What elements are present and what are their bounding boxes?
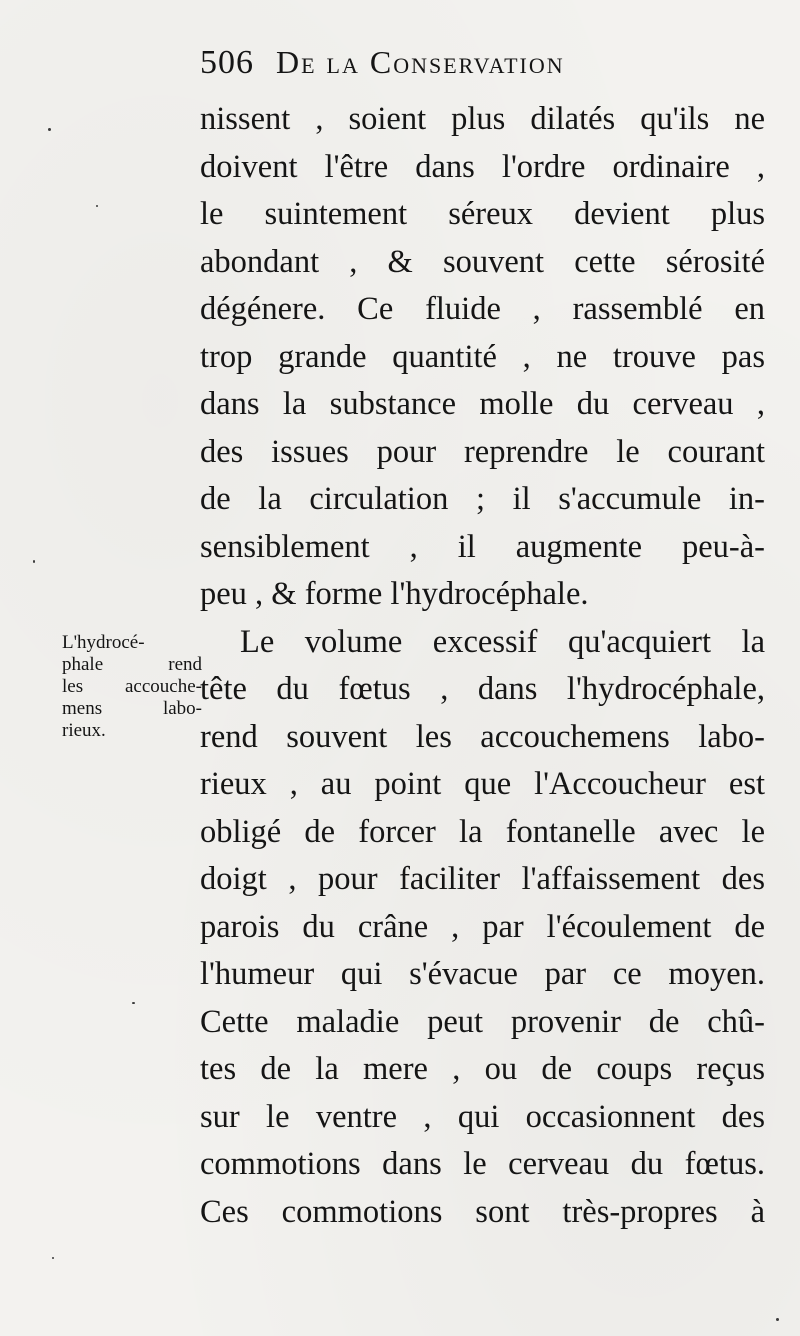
text-line: parois du crâne , par l'écoulement de [200, 908, 765, 945]
paper-speck [33, 560, 35, 563]
text-line: nissent , soient plus dilatés qu'ils ne [200, 101, 765, 137]
paper-speck [48, 128, 51, 131]
text-line: dégénere. Ce fluide , rassemblé en [200, 291, 765, 327]
text-line: doivent l'être dans l'ordre ordinaire , [200, 148, 765, 185]
page-number: 506 [200, 44, 254, 81]
text-line: l'humeur qui s'évacue par ce moyen. [200, 956, 765, 992]
text-line: trop grande quantité , ne trouve pas [200, 338, 765, 375]
text-line: rieux , au point que l'Accoucheur est [200, 766, 765, 802]
paper-speck [132, 1002, 135, 1004]
text-line-paragraph-end: peu , & forme l'hydrocéphale. [200, 576, 589, 612]
paper-speck [776, 1318, 779, 1321]
text-line: rend souvent les accouchemens labo- [200, 718, 765, 755]
marginal-note-line: L'hydrocé- [62, 632, 145, 653]
paper-speck [52, 1257, 54, 1259]
text-line: le suintement séreux devient plus [200, 196, 765, 232]
marginal-note-line: les accouche- [62, 676, 202, 697]
text-line: tes de la mere , ou de coups reçus [200, 1051, 765, 1087]
text-line: doigt , pour faciliter l'affaissement des [200, 861, 765, 897]
paper-speck [96, 205, 98, 207]
text-line: commotions dans le cerveau du fœtus. [200, 1146, 765, 1182]
text-line: des issues pour reprendre le courant [200, 433, 765, 470]
text-line: de la circulation ; il s'accumule in- [200, 481, 765, 517]
marginal-note-line: phale rend [62, 654, 202, 675]
text-line: obligé de forcer la fontanelle avec le [200, 813, 765, 850]
running-title: De la Conservation [276, 44, 565, 80]
text-line: Ces commotions sont très-propres à [200, 1193, 765, 1230]
text-line-paragraph-start: Le volume excessif qu'acquiert la [240, 623, 765, 660]
marginal-note-line: rieux. [62, 720, 106, 741]
marginal-note [62, 632, 202, 742]
text-line: tête du fœtus , dans l'hydrocéphale, [200, 671, 765, 707]
page-header [200, 44, 760, 94]
text-line: abondant , & souvent cette sérosité [200, 243, 765, 280]
marginal-note-line: mens labo- [62, 698, 202, 719]
text-line: dans la substance molle du cerveau , [200, 386, 765, 422]
text-line: sur le ventre , qui occasionnent des [200, 1098, 765, 1135]
body-text [200, 96, 765, 1236]
text-line: Cette maladie peut provenir de chû- [200, 1003, 765, 1040]
text-line: sensiblement , il augmente peu-à- [200, 528, 765, 565]
